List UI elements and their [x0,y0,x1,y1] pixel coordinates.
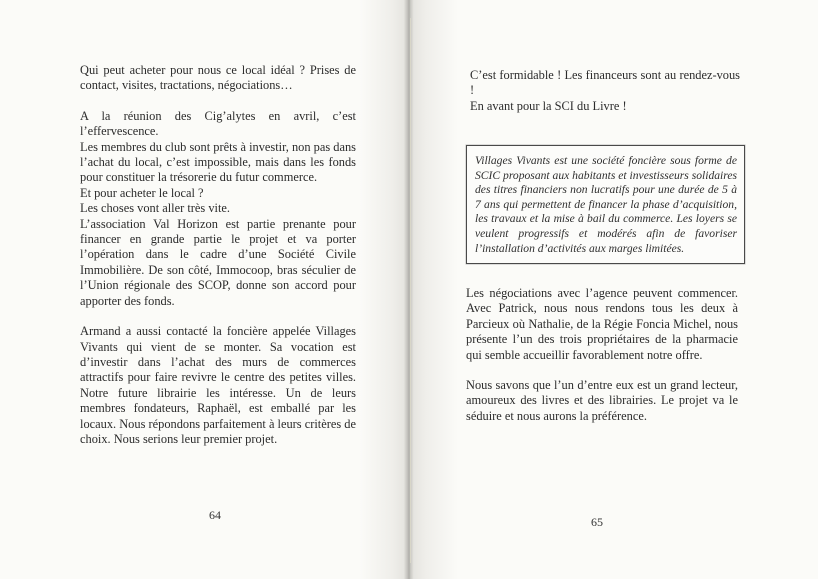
paragraph: A la réunion des Cig’alytes en avril, c’est l’effervescence. [80,108,356,139]
paragraph: Armand a aussi contacté la foncière appelée Villages Vivants qui vient de se monter. Sa vocation est d’investir dans l’achat des murs de commerces attractifs pour faire revivre le centre des petites villes. Notre future librairie les intéresse. Un de leurs membres fondateurs, Raphaël, est emballé par les locaux. Nous répondons parfaitement à leurs critères de choix. Nous serions leur premier projet. [80,324,356,446]
page-number-left: 64 [209,508,221,522]
paragraph: Les membres du club sont prêts à investir, non pas dans l’achat du local, c’est impossible, mais dans les fonds pour constituer la trésorerie du futur commerce. [80,139,356,185]
info-box-text: Villages Vivants est une société foncière sous forme de SCIC proposant aux habitants et investisseurs solidaires des titres financiers non lucratifs pour une durée de 5 à 7 ans qui permettent de financer la phase d’acquisition, les travaux et la mise à bail du commerce. Les loyers se veulent progressifs et modérés afin de favoriser l’installation d’activités aux marges limitées. [475,154,737,255]
paragraph: Les négociations avec l’agence peuvent commencer. Avec Patrick, nous nous rendons tous les deux à Parcieux où Nathalie, de la Régie Foncia Michel, nous présente l’un des trois propriétaires de la pharmacie qui semble accueillir favorablement notre offre. [466,286,738,362]
gutter-line [410,18,411,563]
right-page-text-top [470,68,740,114]
paragraph: Les choses vont aller très vite. [80,201,231,216]
page-number-right: 65 [591,515,603,529]
paragraph: Qui peut acheter pour nous ce local idéal ? Prises de contact, visites, tractations, négociations… [80,63,356,93]
right-page-text-bottom [466,286,738,424]
info-box [466,145,745,264]
paragraph: C’est formidable ! Les financeurs sont au rendez-vous ! [470,68,740,98]
paragraph: Nous savons que l’un d’entre eux est un grand lecteur, amoureux des livres et des librairies. Le projet va le séduire et nous aurons la préférence. [466,378,738,423]
left-page-text [80,63,356,447]
paragraph: L’association Val Horizon est partie prenante pour financer en grande partie le projet et va porter l’opération dans le cadre d’une Société Civile Immobilière. De son côté, Immocoop, bras séculier de l’Union régionale des SCOP, donne son accord pour apporter des fonds. [80,216,356,308]
book-gutter [404,0,414,579]
paragraph: Et pour acheter le local ? [80,185,204,200]
paragraph: En avant pour la SCI du Livre ! [470,98,627,113]
